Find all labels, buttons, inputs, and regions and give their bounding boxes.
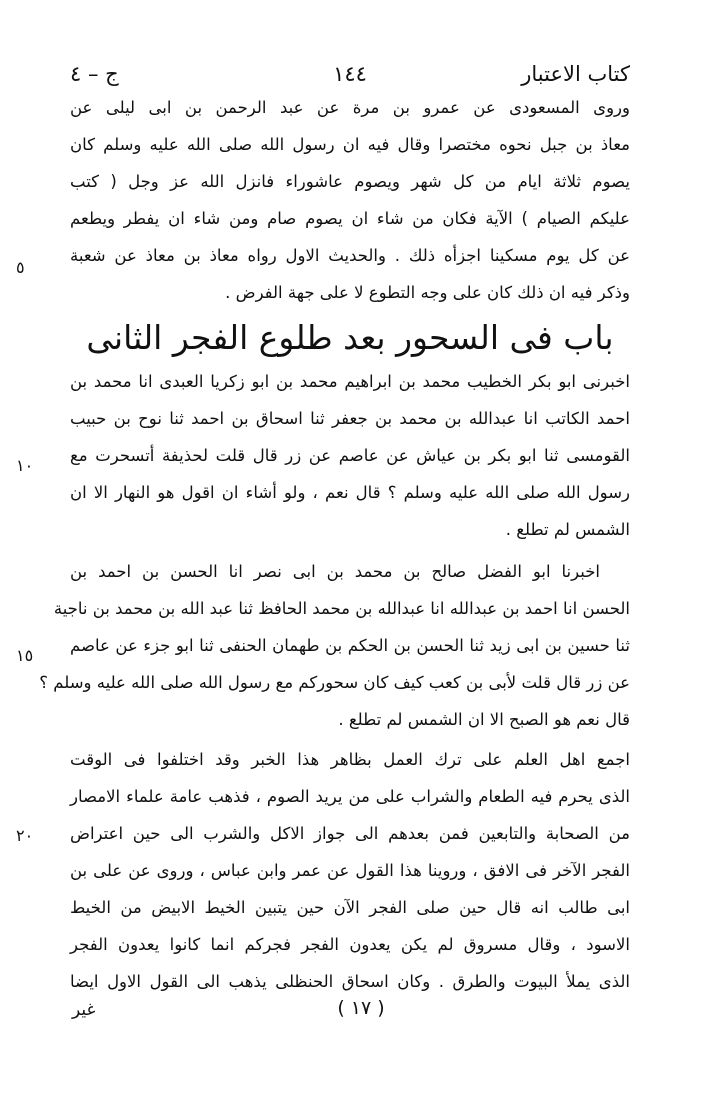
line-number: ٥ (16, 258, 25, 277)
text-line: معاذ بن جبل نحوه مختصرا وقال فيه ان رسول الله صلى الله عليه وسلم كان (70, 135, 630, 154)
text-line: عن زر قال قلت لأبى بن كعب كيف كان سحوركم مع رسول الله صلى الله عليه وسلم ؟ (39, 673, 630, 692)
text-line: اخبرنا ابو الفضل صالح بن محمد بن ابى نصر انا الحسن بن احمد بن (70, 562, 600, 581)
text-line: اجمع اهل العلم على ترك العمل بظاهر هذا الخبر وقد اختلفوا فى الوقت (70, 750, 630, 769)
text-line: الشمس لم تطلع . (505, 520, 630, 539)
book-title: كتاب الاعتبار (521, 62, 630, 86)
line-number: ١٥ (16, 646, 34, 665)
text-line: رسول الله صلى الله عليه وسلم ؟ قال نعم ، ولو أشاء ان اقول هو النهار الا ان (70, 483, 630, 502)
text-line: عن كل يوم مسكينا اجزأه ذلك . والحديث الاول رواه معاذ بن معاذ عن شعبة (70, 246, 630, 265)
text-line: قال نعم هو الصبح الا ان الشمس لم تطلع . (338, 710, 630, 729)
text-line: الاسود ، وقال مسروق لم يكن يعدون الفجر فجركم انما كانوا يعدون الفجر (70, 935, 630, 954)
text-line: من الصحابة والتابعين فمن بعدهم الى جواز الاكل والشرب الى حين اعتراض (70, 824, 630, 843)
text-line: القومسى ثنا ابو بكر بن عياش عن عاصم عن زر قال قلت لحذيفة أتسحرت مع (70, 446, 630, 465)
page-number: ١٤٤ (333, 62, 367, 86)
sheet-number: ( ١٧ ) (337, 997, 385, 1019)
text-line: ابى طالب انه قال حين صلى الفجر الآن حين يتبين الخيط الابيض من الخيط (70, 898, 630, 917)
text-line: ثنا حسين بن ابى زيد ثنا الحسن بن الحكم بن طهمان الحنفى ثنا ابو جزء عن عاصم (70, 636, 630, 655)
catchword: غير (72, 1000, 96, 1020)
running-header (70, 62, 630, 98)
text-line: الفجر الآخر فى الافق ، وروينا هذا القول عن عمر وابن عباس ، وروى عن على بن (70, 861, 630, 880)
text-line: الذى يملأ البيوت والطرق . وكان اسحاق الحنظلى يذهب الى القول الاول ايضا (70, 972, 630, 991)
text-line: وذكر فيه ان ذلك كان على وجه التطوع لا على جهة الفرض . (225, 283, 630, 302)
line-number: ١٠ (16, 456, 34, 475)
text-line: وروى المسعودى عن عمرو بن مرة عن عبد الرحمن بن ابى ليلى عن (70, 98, 630, 117)
text-line: احمد الكاتب انا عبدالله بن محمد بن جعفر ثنا اسحاق بن احمد ثنا نوح بن حبيب (70, 409, 630, 428)
text-line: عليكم الصيام ) الآية فكان من شاء ان يصوم صام ومن شاء ان يفطر ويطعم (70, 209, 630, 228)
text-line: يصوم ثلاثة ايام من كل شهر ويصوم عاشوراء فانزل الله عز وجل ( كتب (70, 172, 630, 191)
text-line: الحسن انا احمد بن عبدالله انا عبدالله بن محمد الحافظ ثنا عبد الله بن محمد بن ناجية (53, 599, 630, 618)
text-line: الذى يحرم فيه الطعام والشراب على من يريد الصوم ، فذهب عامة علماء الامصار (70, 787, 630, 806)
volume-label: ج – ٤ (70, 62, 119, 86)
line-number: ٢٠ (16, 826, 34, 845)
chapter-title: باب فى السحور بعد طلوع الفجر الثانى (86, 318, 614, 357)
text-line: اخبرنى ابو بكر الخطيب محمد بن ابراهيم محمد بن ابو زكريا العبدى انا محمد بن (70, 372, 630, 391)
